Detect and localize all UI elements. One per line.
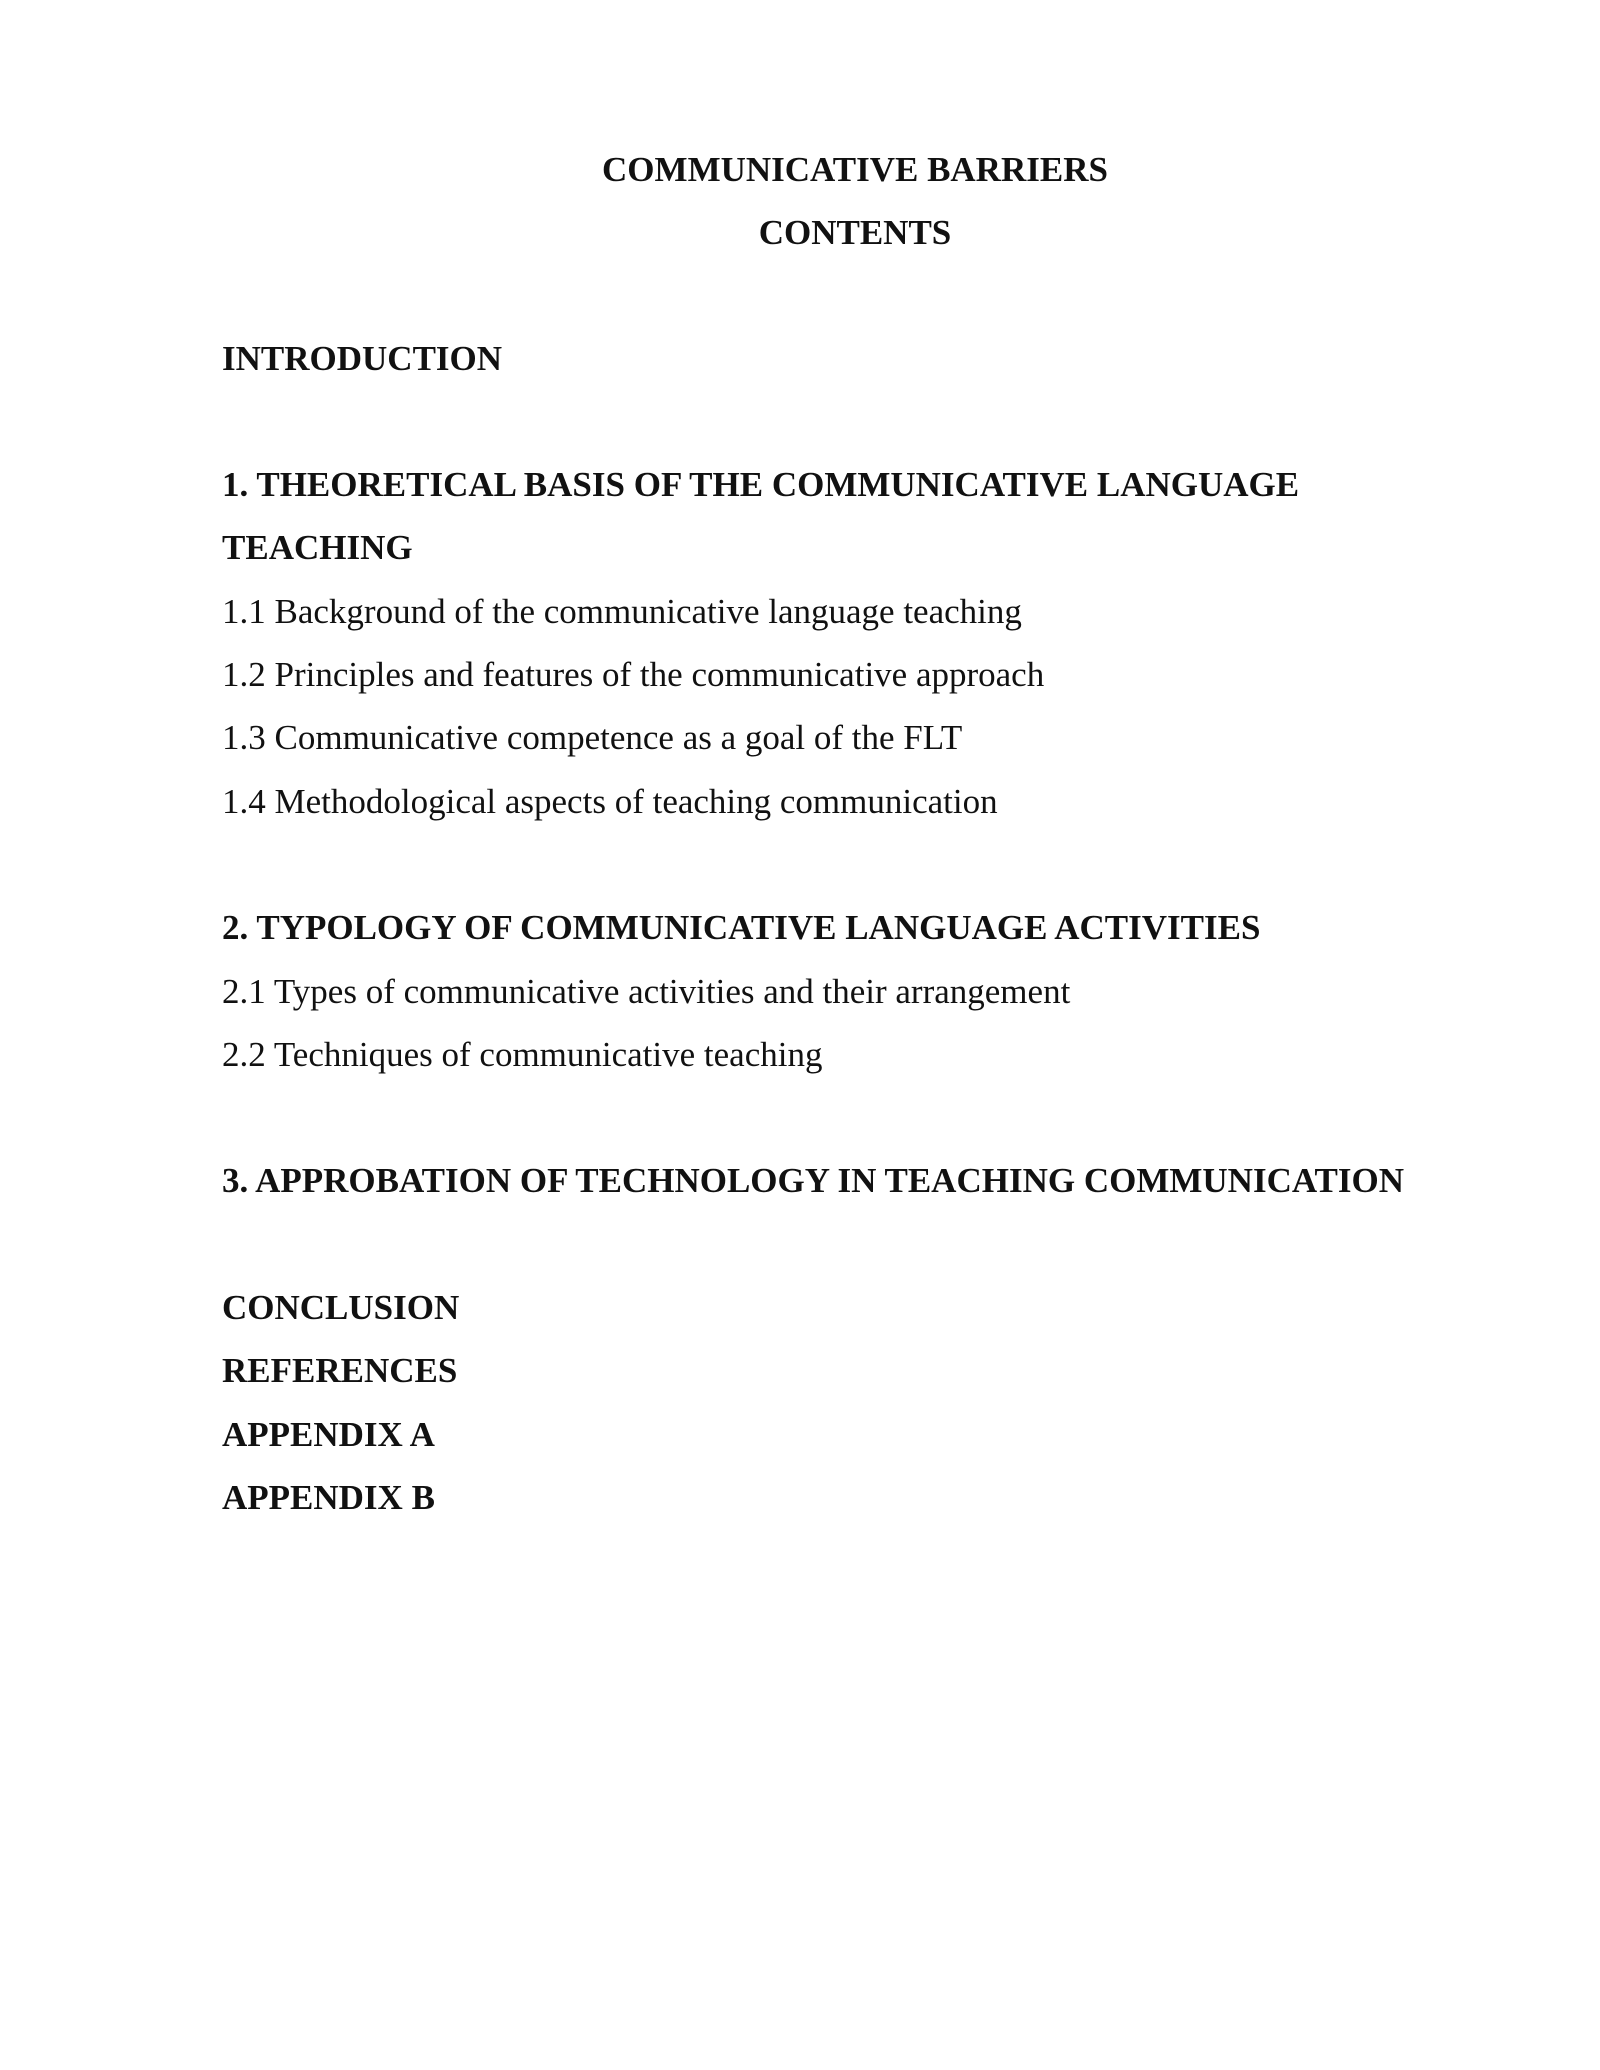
toc-chapter-1-heading-line-2: TEACHING: [222, 528, 413, 567]
document-title: COMMUNICATIVE BARRIERS: [602, 150, 1108, 189]
toc-introduction: INTRODUCTION: [222, 339, 503, 378]
toc-references: REFERENCES: [222, 1351, 458, 1390]
toc-section-1-1: 1.1 Background of the communicative language teaching: [222, 592, 1022, 631]
toc-section-1-2: 1.2 Principles and features of the communicative approach: [222, 655, 1045, 694]
toc-section-2-1: 2.1 Types of communicative activities and their arrangement: [222, 972, 1071, 1011]
toc-chapter-3-heading: 3. APPROBATION OF TECHNOLOGY IN TEACHING COMMUNICATION: [222, 1161, 1404, 1200]
contents-heading: CONTENTS: [758, 213, 952, 252]
toc-appendix-b: APPENDIX B: [222, 1478, 435, 1517]
toc-section-1-3: 1.3 Communicative competence as a goal of the FLT: [222, 718, 963, 757]
toc-conclusion: CONCLUSION: [222, 1288, 460, 1327]
toc-chapter-2-heading: 2. TYPOLOGY OF COMMUNICATIVE LANGUAGE ACTIVITIES: [222, 908, 1261, 947]
toc-appendix-a: APPENDIX A: [222, 1415, 435, 1454]
toc-section-2-2: 2.2 Techniques of communicative teaching: [222, 1035, 823, 1074]
toc-chapter-1-heading-line-1: 1. THEORETICAL BASIS OF THE COMMUNICATIVE LANGUAGE: [222, 465, 1300, 504]
toc-section-1-4: 1.4 Methodological aspects of teaching communication: [222, 782, 998, 821]
